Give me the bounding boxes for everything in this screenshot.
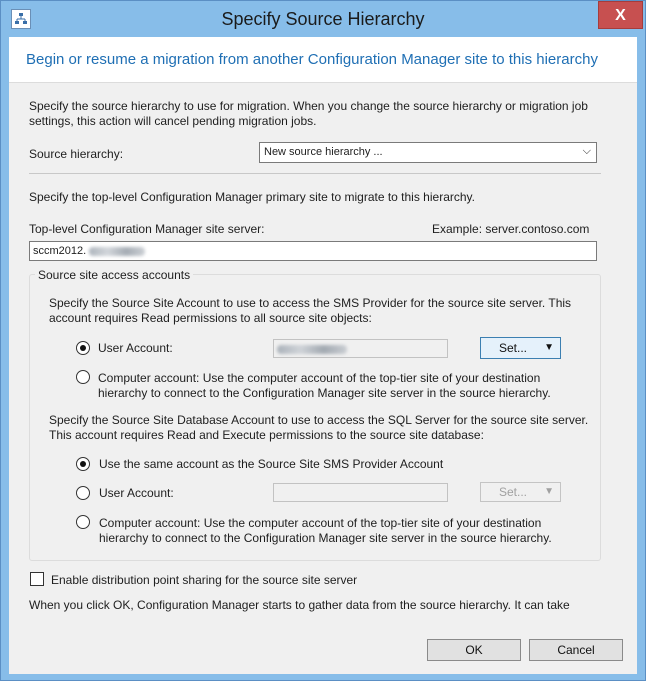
chevron-down-icon: ⌵ bbox=[582, 145, 591, 157]
footer-note: When you click OK, Configuration Manager starts to gather data from the source hierarchy. It can take bbox=[29, 598, 570, 612]
db-same-account-label: Use the same account as the Source Site SMS Provider Account bbox=[99, 457, 444, 471]
ok-button[interactable]: OK bbox=[427, 639, 521, 661]
sms-account-description: Specify the Source Site Account to use to access the SMS Provider for the source site server. This account requires Read permissions to all source site objects: bbox=[49, 296, 572, 325]
source-hierarchy-value: New source hierarchy ... bbox=[264, 146, 383, 158]
sms-set-button[interactable] bbox=[480, 337, 561, 359]
dp-sharing-checkbox[interactable] bbox=[30, 572, 44, 586]
dropdown-arrow-icon: ▼ bbox=[544, 486, 554, 497]
header-text: Begin or resume a migration from another Configuration Manager site to this hierarchy bbox=[26, 51, 598, 68]
db-account-description: Specify the Source Site Database Account to use to access the SQL Server for the source site server. This account requires Read and Execute permissions to the source site database: bbox=[49, 413, 589, 442]
cancel-button[interactable]: Cancel bbox=[529, 639, 623, 661]
site-server-input[interactable] bbox=[29, 241, 597, 261]
site-server-value: sccm2012. bbox=[33, 245, 87, 257]
sms-user-account-radio[interactable] bbox=[76, 341, 90, 355]
db-same-account-radio[interactable] bbox=[76, 457, 90, 471]
db-set-button[interactable] bbox=[480, 482, 561, 502]
site-server-label: Top-level Configuration Manager site server: bbox=[29, 222, 265, 236]
sms-user-account-field[interactable] bbox=[273, 339, 448, 358]
sms-computer-account-label: Computer account: Use the computer account of the top-tier site of your destination hierarchy to connect to the Configuration Manager site server in the source hierarchy. bbox=[98, 371, 551, 400]
sms-set-label: Set... bbox=[499, 341, 528, 355]
site-server-example: Example: server.contoso.com bbox=[432, 222, 590, 236]
dp-sharing-label: Enable distribution point sharing for the source site server bbox=[51, 573, 358, 587]
redacted-text bbox=[89, 247, 145, 256]
title-bar[interactable] bbox=[1, 1, 645, 37]
sms-computer-account-radio[interactable] bbox=[76, 370, 90, 384]
access-accounts-title: Source site access accounts bbox=[35, 268, 193, 282]
sms-user-account-label: User Account: bbox=[98, 341, 173, 355]
db-user-account-label: User Account: bbox=[99, 486, 174, 500]
source-description: Specify the source hierarchy to use for migration. When you change the source hierarchy or migration job settings, this action will cancel pending migration jobs. bbox=[29, 99, 588, 128]
dialog-body bbox=[9, 37, 637, 674]
close-button[interactable]: X bbox=[598, 1, 643, 29]
redacted-text bbox=[277, 345, 347, 354]
header-band bbox=[9, 37, 637, 83]
source-hierarchy-select[interactable] bbox=[259, 142, 597, 163]
top-level-description: Specify the top-level Configuration Manager primary site to migrate to this hierarchy. bbox=[29, 190, 475, 204]
source-hierarchy-label: Source hierarchy: bbox=[29, 147, 124, 161]
window-title: Specify Source Hierarchy bbox=[221, 9, 425, 29]
separator bbox=[29, 173, 601, 174]
db-computer-account-label: Computer account: Use the computer account of the top-tier site of your destination hierarchy to connect to the Configuration Manager site server in the source hierarchy. bbox=[99, 516, 552, 545]
db-set-label: Set... bbox=[499, 485, 528, 499]
dropdown-arrow-icon: ▼ bbox=[544, 342, 554, 353]
db-user-account-field[interactable] bbox=[273, 483, 448, 502]
db-computer-account-radio[interactable] bbox=[76, 515, 90, 529]
db-user-account-radio[interactable] bbox=[76, 486, 90, 500]
